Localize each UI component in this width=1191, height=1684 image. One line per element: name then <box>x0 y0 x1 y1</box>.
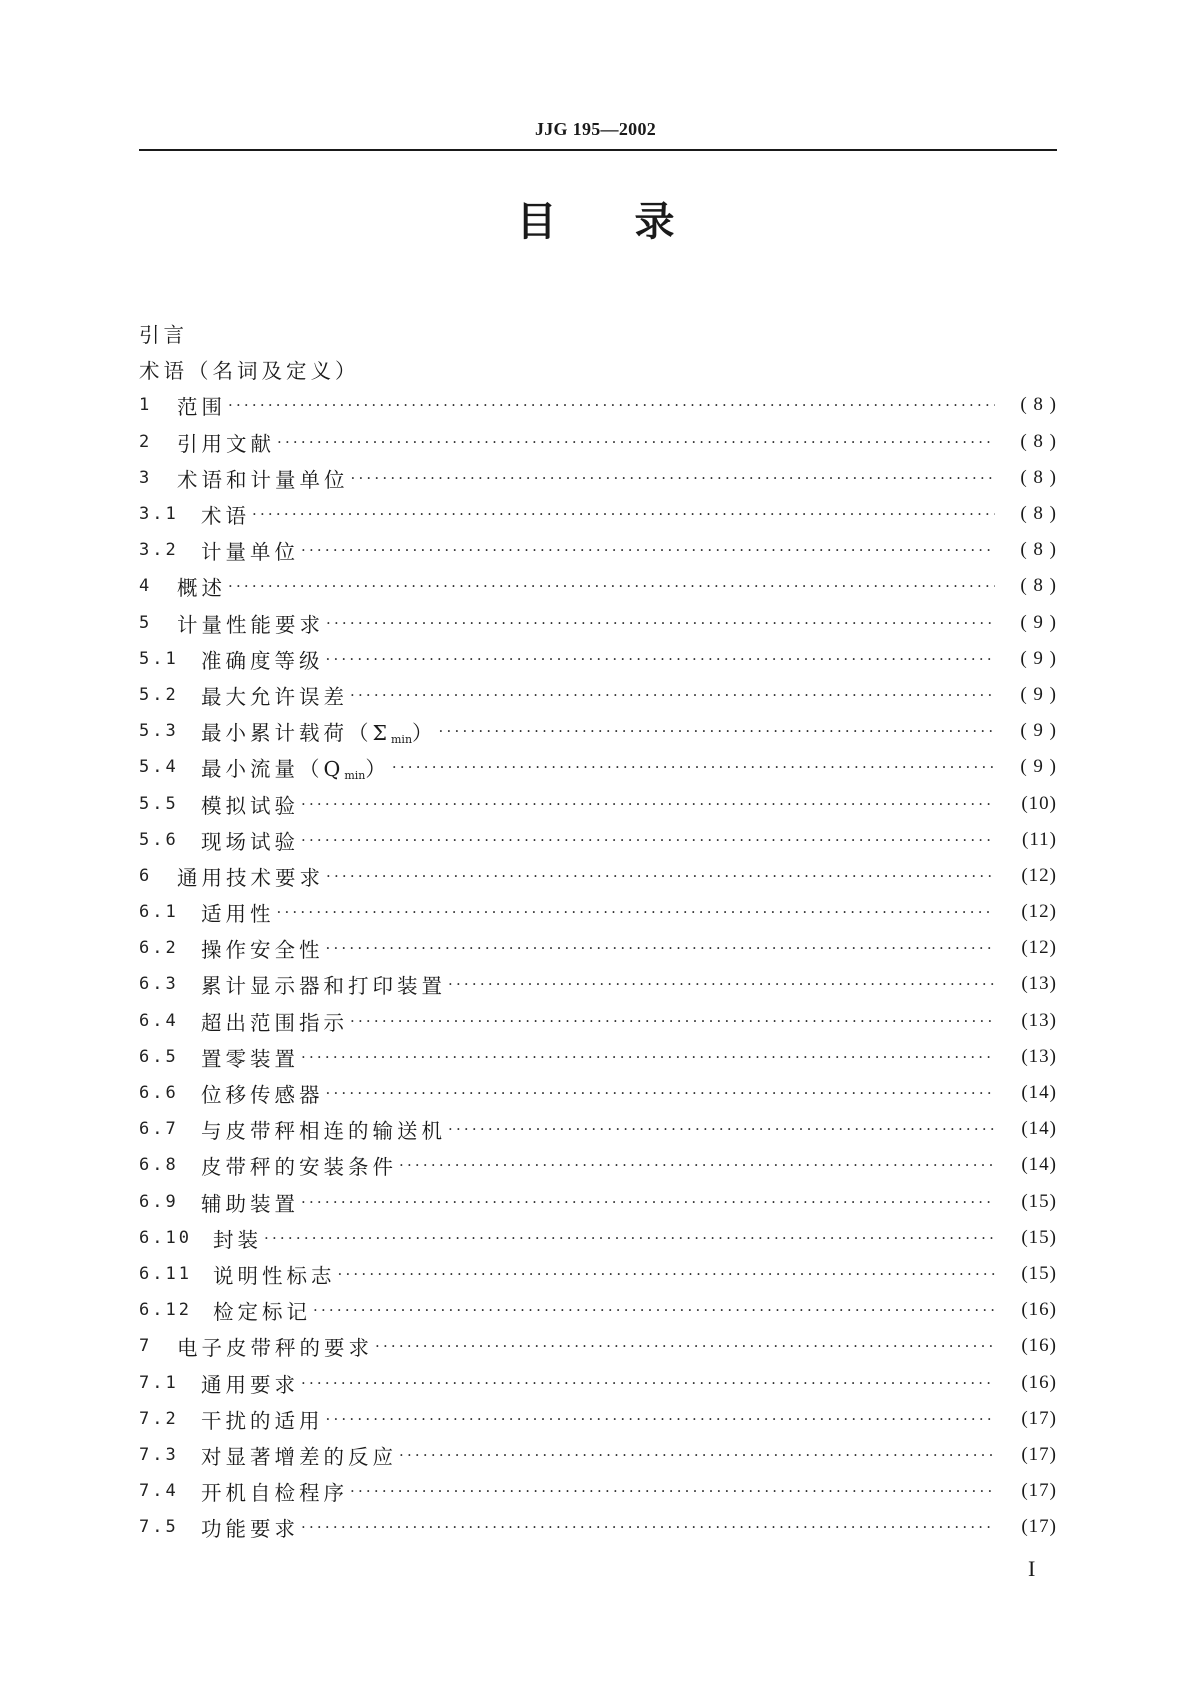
toc-entry-label <box>201 1187 299 1217</box>
toc-entry-number: 6.1 <box>139 902 179 923</box>
toc-entry-number: 6.9 <box>139 1191 179 1212</box>
toc-entry-label <box>201 680 348 710</box>
dot-leader <box>350 686 995 704</box>
toc-entry-label-text: 皮带秤的安装条件 <box>201 1155 397 1180</box>
toc-entry-number: 3 <box>139 467 153 488</box>
toc-entry-label-text: 模拟试验 <box>201 793 299 818</box>
document-code: JJG 195—2002 <box>534 119 657 139</box>
toc-entry[interactable] <box>139 966 1057 1002</box>
toc-entry-label <box>201 1440 397 1470</box>
toc-entry-page: (13) <box>1021 1009 1057 1031</box>
toc-entry-label <box>177 571 226 601</box>
toc-entry-label-text: 术语（名词及定义） <box>139 359 360 384</box>
toc-entry-page: (14) <box>1021 1082 1057 1104</box>
toc-entry-page: ( 9 ) <box>1020 611 1057 633</box>
dot-leader <box>301 1518 995 1536</box>
toc-entry[interactable] <box>139 532 1057 568</box>
toc-entry-number: 5.1 <box>139 648 179 669</box>
toc-entry-label <box>177 427 275 457</box>
toc-entry[interactable] <box>139 1147 1057 1183</box>
toc-entry[interactable] <box>139 1292 1057 1328</box>
toc-entry-label-text: 最小累计载荷（Σ <box>201 721 391 746</box>
toc-entry-label <box>201 644 324 674</box>
dot-leader <box>313 1301 995 1319</box>
toc-entry-label-text: 封装 <box>213 1227 262 1252</box>
toc-entry-label <box>177 390 226 420</box>
toc-entry-number: 6.10 <box>139 1227 192 1248</box>
toc-entry-label-text: 超出范围指示 <box>201 1010 348 1035</box>
toc-entry[interactable] <box>139 605 1057 641</box>
toc-entry[interactable] <box>139 1509 1057 1545</box>
toc-entry-number: 7 <box>139 1336 153 1357</box>
dot-leader <box>326 650 996 668</box>
toc-entry-number: 6 <box>139 865 153 886</box>
table-of-contents <box>139 315 1057 1545</box>
toc-entry-page: ( 8 ) <box>1020 430 1057 452</box>
page-folio: I <box>1028 1556 1036 1581</box>
dot-leader <box>350 1482 995 1500</box>
toc-entry[interactable] <box>139 822 1057 858</box>
dot-leader <box>228 396 995 414</box>
toc-entry-page: (17) <box>1021 1443 1057 1465</box>
dot-leader <box>351 469 996 487</box>
toc-entry-label-text: 开机自检程序 <box>201 1481 348 1506</box>
toc-entry[interactable] <box>139 930 1057 966</box>
dot-leader <box>326 1410 996 1428</box>
dot-leader <box>252 505 995 523</box>
toc-entry-label-text: 范围 <box>177 395 226 420</box>
toc-entry[interactable] <box>139 677 1057 713</box>
toc-entry-page: ( 9 ) <box>1020 756 1057 778</box>
dot-leader <box>301 1193 995 1211</box>
dot-leader <box>264 1229 995 1247</box>
toc-entry-label-text: 辅助装置 <box>201 1191 299 1216</box>
toc-entry-number: 5.3 <box>139 721 179 742</box>
toc-entry[interactable] <box>139 1256 1057 1292</box>
dot-leader <box>439 722 995 740</box>
dot-leader <box>448 1120 995 1138</box>
toc-entry-label-text: 计量单位 <box>201 540 299 565</box>
toc-entry[interactable] <box>139 641 1057 677</box>
toc-entry[interactable] <box>139 496 1057 532</box>
toc-entry-number: 6.8 <box>139 1155 179 1176</box>
toc-entry-number: 2 <box>139 431 153 452</box>
toc-entry[interactable] <box>139 1328 1057 1364</box>
header-rule <box>139 149 1057 151</box>
toc-entry-label-text: 电子皮带秤的要求 <box>177 1336 373 1361</box>
toc-entry-page: (11) <box>1022 828 1057 850</box>
toc-entry-page: ( 9 ) <box>1020 683 1057 705</box>
toc-entry-label-text: 位移传感器 <box>201 1083 324 1108</box>
toc-entry-page: (15) <box>1021 1190 1057 1212</box>
toc-entry-label <box>201 1476 348 1506</box>
toc-entry[interactable] <box>139 1220 1057 1256</box>
toc-entry[interactable] <box>139 387 1057 423</box>
toc-entry-label-end: ） <box>412 721 437 746</box>
toc-entry-number: 5.4 <box>139 757 179 778</box>
toc-entry-page: (17) <box>1021 1516 1057 1538</box>
toc-entry-page: ( 8 ) <box>1020 503 1057 525</box>
toc-entry-label <box>201 789 299 819</box>
dot-leader <box>301 541 995 559</box>
toc-entry[interactable] <box>139 1039 1057 1075</box>
toc-entry-label-text: 准确度等级 <box>201 648 324 673</box>
toc-entry[interactable] <box>139 894 1057 930</box>
toc-entry-label <box>201 499 250 529</box>
toc-entry-number: 7.5 <box>139 1517 179 1538</box>
toc-entry-label-text: 最小流量（Q <box>201 757 345 782</box>
toc-entry-page: ( 9 ) <box>1020 720 1057 742</box>
toc-entry-label <box>201 1404 324 1434</box>
toc-entry-label-text: 与皮带秤相连的输送机 <box>201 1119 446 1144</box>
toc-entry[interactable] <box>139 568 1057 604</box>
toc-entry-number: 7.1 <box>139 1372 179 1393</box>
dot-leader <box>228 577 995 595</box>
toc-entry-number: 6.5 <box>139 1046 179 1067</box>
toc-entry-label <box>177 608 324 638</box>
toc-entry[interactable] <box>139 1473 1057 1509</box>
dot-leader <box>326 939 996 957</box>
toc-entry-page: (12) <box>1021 937 1057 959</box>
toc-entry-page: (12) <box>1021 864 1057 886</box>
toc-entry-label-text: 计量性能要求 <box>177 612 324 637</box>
toc-entry-label <box>201 1042 299 1072</box>
dot-leader <box>301 795 995 813</box>
toc-entry-label <box>213 1223 262 1253</box>
toc-entry-label-text: 置零装置 <box>201 1046 299 1071</box>
dot-leader <box>326 1084 996 1102</box>
page-title: 目录 <box>516 199 753 245</box>
toc-entry-number: 6.6 <box>139 1083 179 1104</box>
toc-entry-label <box>201 1150 397 1180</box>
dot-leader <box>277 903 996 921</box>
toc-entry-label <box>201 933 324 963</box>
toc-entry-page: (13) <box>1021 1045 1057 1067</box>
toc-entry-page: (12) <box>1021 901 1057 923</box>
toc-entry-label-text: 引言 <box>139 323 188 348</box>
toc-entry-label <box>213 1295 311 1325</box>
toc-entry-page: (16) <box>1021 1299 1057 1321</box>
toc-entry-label <box>177 861 324 891</box>
toc-entry-label-text: 检定标记 <box>213 1300 311 1325</box>
dot-leader <box>301 831 995 849</box>
toc-entry[interactable] <box>139 858 1057 894</box>
toc-entry-number: 7.2 <box>139 1408 179 1429</box>
toc-entry[interactable] <box>139 1184 1057 1220</box>
toc-entry[interactable] <box>139 1401 1057 1437</box>
dot-leader <box>301 1048 995 1066</box>
dot-leader <box>338 1265 996 1283</box>
dot-leader <box>326 867 995 885</box>
toc-entry-number: 6.4 <box>139 1010 179 1031</box>
toc-entry[interactable] <box>139 460 1057 496</box>
toc-entry[interactable] <box>139 315 1057 351</box>
toc-entry-label <box>201 716 437 746</box>
toc-entry-label <box>139 318 188 348</box>
toc-entry[interactable] <box>139 351 1057 387</box>
toc-entry-page: (13) <box>1021 973 1057 995</box>
toc-entry-page: (14) <box>1021 1154 1057 1176</box>
dot-leader <box>301 1374 995 1392</box>
toc-entry-page: (16) <box>1021 1335 1057 1357</box>
toc-entry-number: 5.6 <box>139 829 179 850</box>
dot-leader <box>375 1337 995 1355</box>
toc-entry-number: 6.12 <box>139 1300 192 1321</box>
toc-entry-label-text: 操作安全性 <box>201 938 324 963</box>
toc-entry-label-text: 引用文献 <box>177 431 275 456</box>
toc-entry-page: (15) <box>1021 1226 1057 1248</box>
toc-entry-label-text: 功能要求 <box>201 1517 299 1542</box>
toc-entry-number: 6.7 <box>139 1119 179 1140</box>
toc-entry-label-text: 现场试验 <box>201 829 299 854</box>
dot-leader <box>350 1012 995 1030</box>
toc-entry-label <box>201 969 446 999</box>
toc-entry-label <box>201 897 275 927</box>
toc-entry-label <box>201 1006 348 1036</box>
toc-entry[interactable] <box>139 424 1057 460</box>
toc-entry-number: 3.1 <box>139 504 179 525</box>
toc-entry-label <box>201 825 299 855</box>
toc-entry-page: (17) <box>1021 1407 1057 1429</box>
toc-entry-page: (16) <box>1021 1371 1057 1393</box>
toc-entry[interactable] <box>139 1111 1057 1147</box>
toc-entry[interactable] <box>139 1003 1057 1039</box>
toc-entry-page: ( 8 ) <box>1020 466 1057 488</box>
dot-leader <box>326 614 995 632</box>
toc-entry[interactable] <box>139 1075 1057 1111</box>
toc-entry-label-text: 干扰的适用 <box>201 1408 324 1433</box>
toc-entry-label-text: 累计显示器和打印装置 <box>201 974 446 999</box>
dot-leader <box>399 1156 995 1174</box>
toc-entry-page: ( 9 ) <box>1020 647 1057 669</box>
toc-entry-number: 5.2 <box>139 684 179 705</box>
toc-entry-label <box>177 1331 373 1361</box>
toc-entry-label <box>201 1078 324 1108</box>
toc-entry-number: 1 <box>139 395 153 416</box>
toc-entry-label-subscript: min <box>391 733 413 747</box>
toc-entry[interactable] <box>139 785 1057 821</box>
toc-entry[interactable] <box>139 1437 1057 1473</box>
toc-entry-label-end: ） <box>365 757 390 782</box>
toc-entry-label-text: 最大允许误差 <box>201 684 348 709</box>
toc-entry-number: 4 <box>139 576 153 597</box>
dot-leader <box>448 975 995 993</box>
dot-leader <box>399 1446 995 1464</box>
toc-entry-label <box>139 354 360 384</box>
toc-entry-label-text: 说明性标志 <box>213 1263 336 1288</box>
toc-entry[interactable] <box>139 749 1057 785</box>
toc-entry[interactable] <box>139 713 1057 749</box>
toc-entry-label-text: 概述 <box>177 576 226 601</box>
toc-entry-label-text: 术语 <box>201 504 250 529</box>
toc-entry-label-text: 通用要求 <box>201 1372 299 1397</box>
toc-entry-number: 7.4 <box>139 1481 179 1502</box>
toc-entry-number: 7.3 <box>139 1444 179 1465</box>
toc-entry-number: 6.3 <box>139 974 179 995</box>
toc-entry-label <box>213 1259 336 1289</box>
toc-entry-page: ( 8 ) <box>1020 575 1057 597</box>
toc-entry-page: (17) <box>1021 1480 1057 1502</box>
toc-entry-number: 5.5 <box>139 793 179 814</box>
dot-leader <box>392 758 995 776</box>
toc-entry-page: ( 8 ) <box>1020 539 1057 561</box>
toc-entry-label <box>201 1368 299 1398</box>
toc-entry-number: 5 <box>139 612 153 633</box>
dot-leader <box>277 433 995 451</box>
toc-entry-label <box>177 463 349 493</box>
toc-entry[interactable] <box>139 1364 1057 1400</box>
toc-entry-label-subscript: min <box>344 769 366 783</box>
toc-entry-label <box>201 1512 299 1542</box>
toc-entry-number: 6.11 <box>139 1263 192 1284</box>
toc-entry-page: ( 8 ) <box>1020 394 1057 416</box>
toc-entry-label-text: 术语和计量单位 <box>177 467 349 492</box>
toc-entry-label-text: 通用技术要求 <box>177 865 324 890</box>
toc-entry-page: (14) <box>1021 1118 1057 1140</box>
toc-entry-number: 3.2 <box>139 540 179 561</box>
toc-entry-number: 6.2 <box>139 938 179 959</box>
toc-entry-page: (15) <box>1021 1262 1057 1284</box>
toc-entry-label <box>201 1114 446 1144</box>
toc-entry-label-text: 对显著增差的反应 <box>201 1444 397 1469</box>
toc-entry-label-text: 适用性 <box>201 902 275 927</box>
toc-entry-page: (10) <box>1021 792 1057 814</box>
toc-entry-label <box>201 535 299 565</box>
toc-entry-label <box>201 752 390 782</box>
